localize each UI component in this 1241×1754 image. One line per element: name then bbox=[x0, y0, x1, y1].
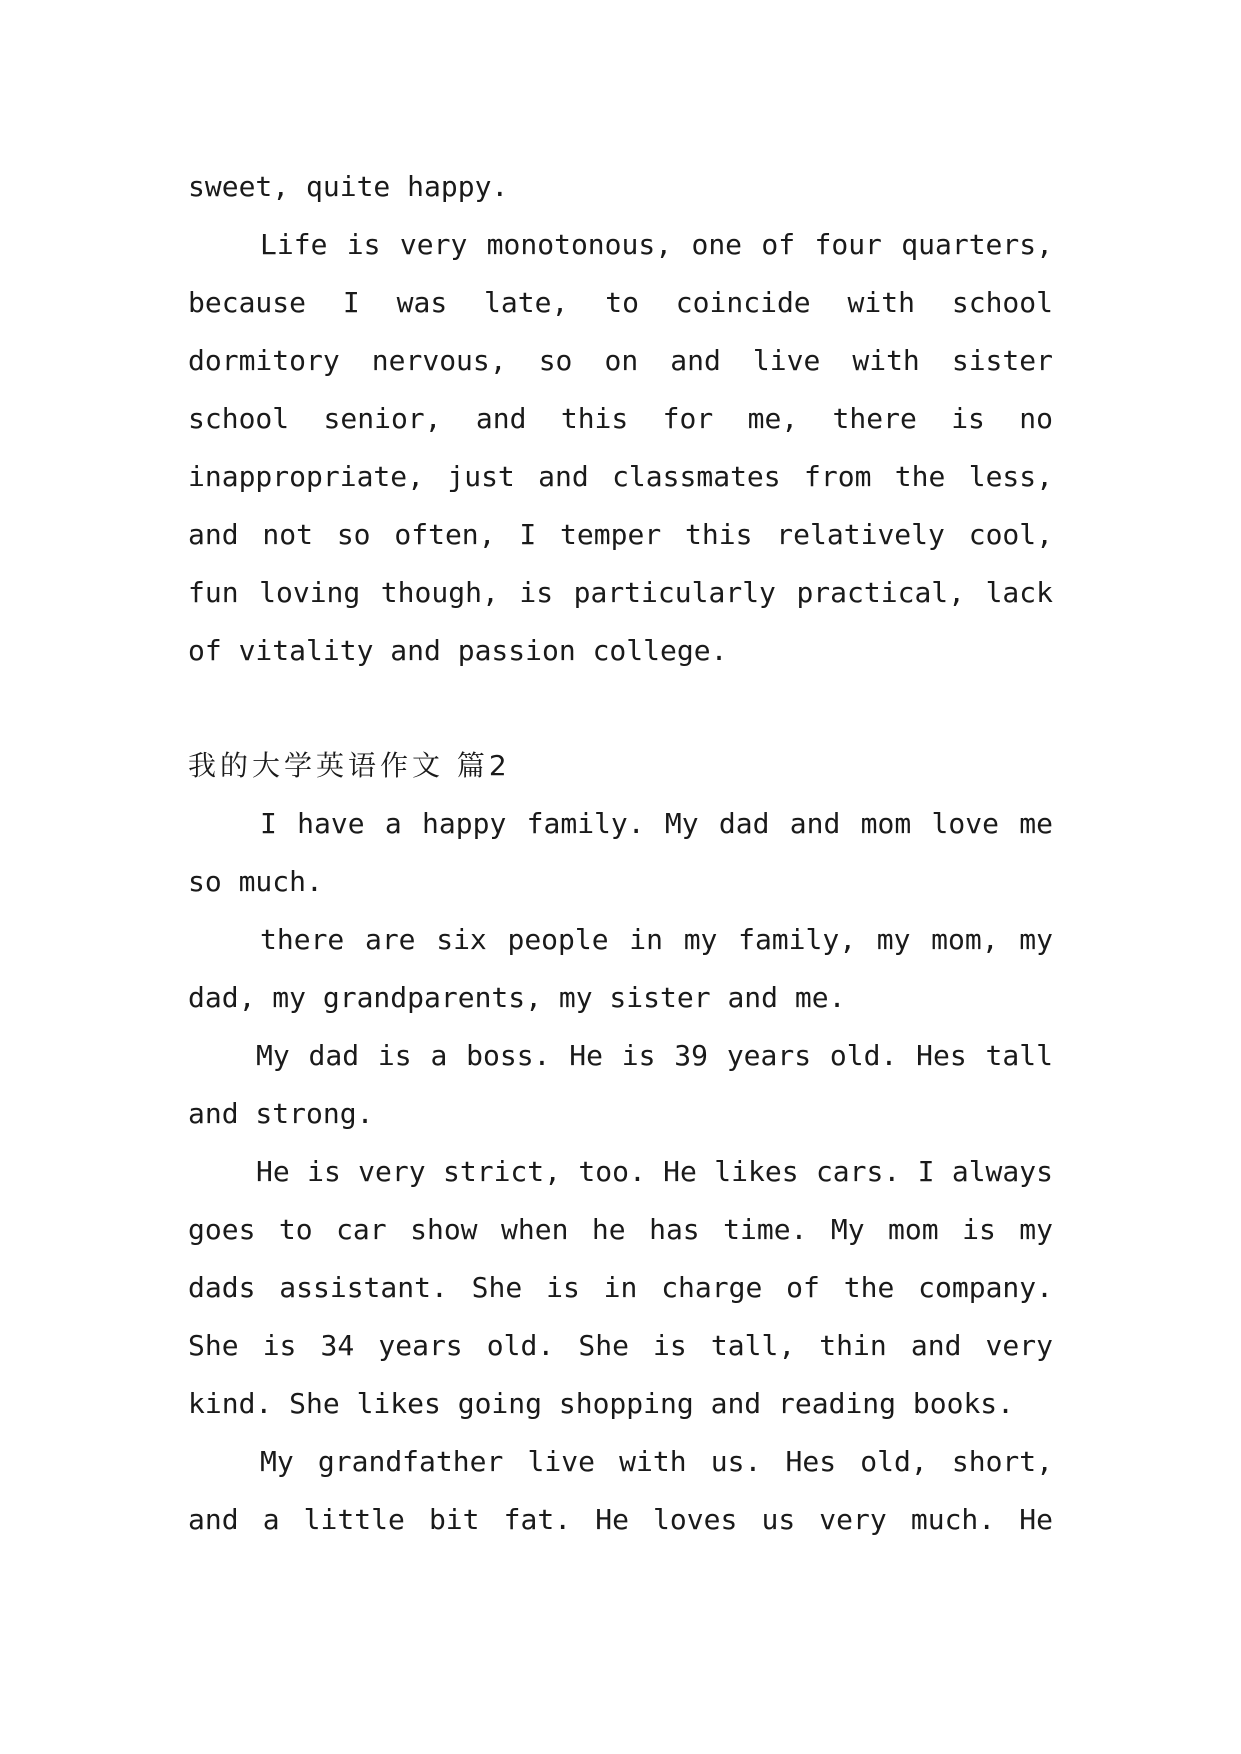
text-line: sweet, quite happy. bbox=[188, 170, 509, 203]
paragraph-first-line: He is very strict, too. He likes cars. I always bbox=[256, 1155, 1053, 1188]
text-line: and a little bit fat. He loves us very much. He bbox=[188, 1503, 1053, 1536]
text-line: dads assistant. She is in charge of the company. bbox=[188, 1271, 1053, 1304]
text-line: inappropriate, just and classmates from the less, bbox=[188, 460, 1053, 493]
text-line: goes to car show when he has time. My mom is my bbox=[188, 1213, 1053, 1246]
text-line: and not so often, I temper this relatively cool, bbox=[188, 518, 1053, 551]
text-line: fun loving though, is particularly practical, lack bbox=[188, 576, 1053, 609]
text-line: dad, my grandparents, my sister and me. bbox=[188, 981, 846, 1014]
section-heading: 我的大学英语作文 篇2 bbox=[188, 749, 511, 782]
paragraph-first-line: there are six people in my family, my mom, my bbox=[260, 923, 1053, 956]
text-line: kind. She likes going shopping and reading books. bbox=[188, 1387, 1015, 1420]
text-line: of vitality and passion college. bbox=[188, 634, 728, 667]
paragraph-first-line: Life is very monotonous, one of four quarters, bbox=[260, 228, 1053, 261]
paragraph-first-line: My dad is a boss. He is 39 years old. Hes tall bbox=[256, 1039, 1053, 1072]
text-line: so much. bbox=[188, 865, 323, 898]
text-line: She is 34 years old. She is tall, thin and very bbox=[188, 1329, 1053, 1362]
paragraph-first-line: I have a happy family. My dad and mom love me bbox=[260, 807, 1053, 840]
text-line: and strong. bbox=[188, 1097, 374, 1130]
text-line: dormitory nervous, so on and live with sister bbox=[188, 344, 1053, 377]
paragraph-first-line: My grandfather live with us. Hes old, short, bbox=[260, 1445, 1053, 1478]
text-line: school senior, and this for me, there is no bbox=[188, 402, 1053, 435]
text-line: because I was late, to coincide with school bbox=[188, 286, 1053, 319]
